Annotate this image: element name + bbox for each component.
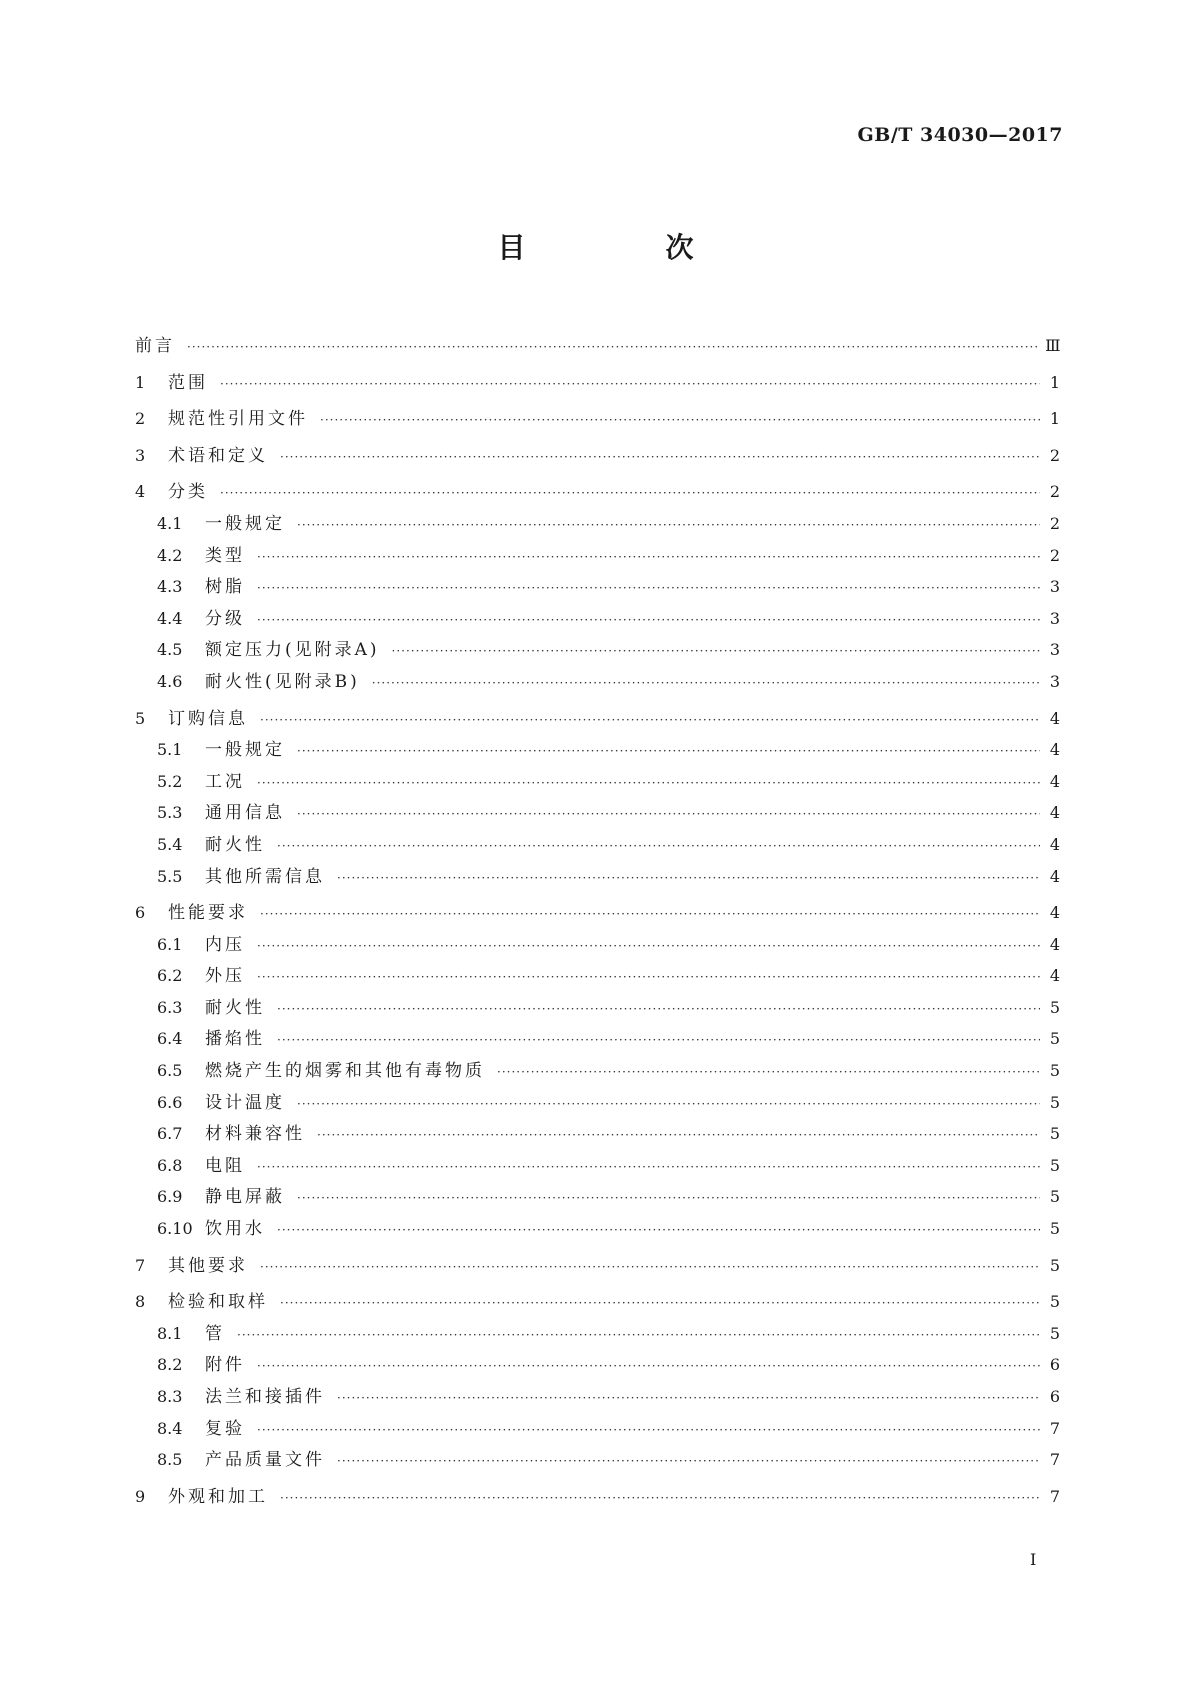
- toc-entry-label: 其他要求: [168, 1255, 248, 1276]
- toc-entry-page: 4: [1049, 740, 1060, 760]
- toc-entry-number: 3: [135, 445, 146, 465]
- toc-entry-number: 4.5: [157, 640, 183, 660]
- toc-entry-page: 4: [1049, 708, 1060, 728]
- toc-entry-page: 5: [1049, 1187, 1060, 1207]
- toc-entry-page: 5: [1049, 997, 1060, 1017]
- toc-entry[interactable]: [135, 829, 1060, 861]
- toc-entry-page: 2: [1049, 545, 1060, 565]
- dot-leader: [297, 1183, 1040, 1215]
- toc-entry-page: 5: [1049, 1092, 1060, 1112]
- dot-leader: [280, 1483, 1040, 1515]
- dot-leader: [257, 931, 1040, 963]
- toc-entry[interactable]: [135, 1181, 1060, 1213]
- dot-leader: [280, 442, 1040, 474]
- toc-entry-page: 3: [1049, 640, 1060, 660]
- toc-entry[interactable]: [135, 666, 1060, 698]
- page-title: 目 次: [497, 231, 750, 264]
- toc-entry-page: 1: [1049, 372, 1060, 392]
- dot-leader: [257, 1152, 1040, 1184]
- toc-entry[interactable]: [135, 403, 1060, 435]
- toc-entry-page: 2: [1049, 513, 1060, 533]
- toc-entry[interactable]: [135, 367, 1060, 399]
- toc-entry-number: 4.2: [157, 545, 183, 565]
- toc-entry-number: 6.10: [157, 1219, 193, 1239]
- toc-entry-label: 检验和取样: [168, 1292, 268, 1313]
- toc-entry[interactable]: [135, 703, 1060, 735]
- toc-entry-number: 5.1: [157, 740, 183, 760]
- toc-entry-page: Ⅲ: [1045, 336, 1061, 355]
- toc-entry-number: 6.2: [157, 966, 183, 986]
- toc-entry-page: 4: [1049, 903, 1060, 923]
- toc-entry-number: 6.1: [157, 934, 183, 954]
- toc-entry-number: 5.2: [157, 771, 183, 791]
- toc-entry-page: 6: [1049, 1355, 1060, 1375]
- toc-entry-number: 6.8: [157, 1155, 183, 1175]
- toc-entry-page: 5: [1049, 1255, 1060, 1275]
- toc-entry-number: 6.9: [157, 1187, 183, 1207]
- toc-entry-label: 一般规定: [205, 740, 285, 761]
- toc-entry[interactable]: [135, 1087, 1060, 1119]
- dot-leader: [257, 1351, 1040, 1383]
- toc-entry-page: 4: [1049, 803, 1060, 823]
- toc-entry-label: 术语和定义: [168, 445, 268, 466]
- toc-entry-label: 外压: [205, 966, 245, 987]
- toc-entry-label: 法兰和接插件: [205, 1387, 325, 1407]
- toc-entry-number: 5: [135, 708, 146, 728]
- toc-entry-page: 4: [1049, 771, 1060, 791]
- toc-entry[interactable]: [135, 1213, 1060, 1245]
- toc-entry-label: 额定压力(见附录A): [205, 640, 380, 661]
- dot-leader: [337, 1446, 1040, 1478]
- toc-entry[interactable]: [135, 330, 1060, 362]
- toc-entry-page: 4: [1049, 934, 1060, 954]
- toc-entry-page: 7: [1049, 1418, 1060, 1438]
- toc-entry-page: 5: [1049, 1124, 1060, 1144]
- toc-entry[interactable]: [135, 1349, 1060, 1381]
- toc-entry-page: 3: [1049, 608, 1060, 628]
- dot-leader: [297, 736, 1040, 768]
- dot-leader: [257, 962, 1040, 994]
- dot-leader: [260, 1252, 1040, 1284]
- toc-entry-label: 性能要求: [168, 903, 248, 924]
- toc-entry-page: 5: [1049, 1219, 1060, 1239]
- toc-entry[interactable]: [135, 1150, 1060, 1182]
- toc-entry-page: 4: [1049, 866, 1060, 886]
- toc-entry[interactable]: [135, 797, 1060, 829]
- toc-entry[interactable]: [135, 1481, 1060, 1513]
- toc-entry-page: 7: [1049, 1450, 1060, 1470]
- toc-entry-label: 耐火性: [205, 834, 265, 855]
- dot-leader: [187, 332, 1039, 364]
- toc-entry-page: 5: [1049, 1155, 1060, 1175]
- toc-entry-page: 6: [1049, 1387, 1060, 1406]
- dot-leader: [257, 768, 1040, 800]
- toc-entry-label: 范围: [168, 372, 208, 393]
- toc-entry[interactable]: [135, 1055, 1060, 1087]
- toc-entry[interactable]: [135, 897, 1060, 929]
- toc-entry-number: 5.4: [157, 834, 183, 854]
- toc-entry-number: 6.5: [157, 1061, 183, 1081]
- toc-entry[interactable]: [135, 929, 1060, 961]
- toc-entry[interactable]: [135, 1444, 1060, 1476]
- toc-entry[interactable]: [135, 1250, 1060, 1282]
- toc-entry-number: 8.2: [157, 1355, 183, 1375]
- toc-entry-number: 6.6: [157, 1092, 183, 1112]
- dot-leader: [317, 1120, 1040, 1152]
- toc-entry-number: 4.3: [157, 577, 183, 597]
- toc-entry-number: 1: [135, 372, 146, 392]
- toc-entry-label: 工况: [205, 771, 245, 792]
- dot-leader: [260, 705, 1040, 737]
- dot-leader: [277, 1215, 1040, 1247]
- toc-entry-label: 一般规定: [205, 513, 285, 534]
- toc-entry[interactable]: [135, 1318, 1060, 1350]
- toc-entry[interactable]: [135, 766, 1060, 798]
- toc-entry-label: 静电屏蔽: [205, 1187, 285, 1208]
- toc-entry[interactable]: [135, 540, 1060, 572]
- toc-entry-label: 分类: [168, 482, 208, 503]
- toc-entry-number: 8.4: [157, 1418, 183, 1438]
- dot-leader: [297, 799, 1040, 831]
- toc-entry-label: 内压: [205, 934, 245, 955]
- toc-entry-label: 规范性引用文件: [168, 409, 308, 430]
- toc-entry-number: 5.3: [157, 803, 183, 823]
- dot-leader: [497, 1057, 1040, 1089]
- toc-entry[interactable]: [135, 1381, 1060, 1413]
- dot-leader: [257, 573, 1040, 605]
- toc-entry-page: 5: [1049, 1292, 1060, 1312]
- toc-entry-page: 3: [1049, 577, 1060, 597]
- dot-leader: [280, 1288, 1040, 1320]
- toc-entry-number: 6: [135, 903, 146, 923]
- toc-entry-number: 5.5: [157, 866, 183, 886]
- toc-entry-page: 5: [1049, 1029, 1060, 1049]
- dot-leader: [320, 405, 1040, 437]
- toc-entry-page: 7: [1049, 1486, 1060, 1506]
- dot-leader: [392, 636, 1040, 668]
- toc-entry-page: 4: [1049, 834, 1060, 854]
- toc-entry-number: 6.4: [157, 1029, 183, 1049]
- toc-entry-label: 燃烧产生的烟雾和其他有毒物质: [205, 1061, 485, 1082]
- toc-entry-page: 5: [1049, 1323, 1060, 1343]
- toc-entry-number: 8.1: [157, 1323, 183, 1343]
- dot-leader: [277, 1025, 1040, 1057]
- toc-entry-number: 4.4: [157, 608, 183, 628]
- toc-entry[interactable]: [135, 1286, 1060, 1318]
- toc-entry[interactable]: [135, 960, 1060, 992]
- toc-entry-label: 耐火性: [205, 997, 265, 1018]
- toc-entry-label: 订购信息: [168, 708, 248, 729]
- toc-entry-label: 通用信息: [205, 803, 285, 824]
- toc-entry-page: 2: [1049, 445, 1060, 465]
- dot-leader: [257, 605, 1040, 637]
- toc-entry-page: 5: [1049, 1061, 1060, 1081]
- toc-entry-label: 播焰性: [205, 1029, 265, 1050]
- toc-entry-page: 2: [1049, 482, 1060, 502]
- toc-entry-page: 3: [1049, 671, 1060, 691]
- toc-entry[interactable]: [135, 1118, 1060, 1150]
- dot-leader: [277, 994, 1040, 1026]
- dot-leader: [260, 899, 1040, 931]
- dot-leader: [372, 668, 1040, 700]
- page-number: I: [1030, 1550, 1037, 1569]
- toc-entry-label: 其他所需信息: [205, 866, 325, 887]
- toc-entry-label: 前言: [135, 336, 175, 356]
- toc-entry-number: 6.3: [157, 997, 183, 1017]
- dot-leader: [257, 1415, 1040, 1447]
- toc-entry-label: 电阻: [205, 1155, 245, 1176]
- toc-entry-number: 8.5: [157, 1450, 183, 1470]
- toc-entry-label: 饮用水: [205, 1219, 265, 1240]
- dot-leader: [237, 1320, 1040, 1352]
- dot-leader: [257, 542, 1040, 574]
- toc-entry-label: 类型: [205, 545, 245, 566]
- toc-entry[interactable]: [135, 734, 1060, 766]
- toc-entry-label: 复验: [205, 1418, 245, 1439]
- toc-entry[interactable]: [135, 476, 1060, 508]
- toc-entry-number: 8.3: [157, 1387, 183, 1406]
- toc-entry-number: 4: [135, 482, 146, 502]
- toc-entry-number: 4.1: [157, 513, 183, 533]
- toc-entry-label: 耐火性(见附录B): [205, 671, 360, 692]
- toc-entry-label: 材料兼容性: [205, 1124, 305, 1145]
- dot-leader: [337, 1383, 1040, 1415]
- toc-entry[interactable]: [135, 603, 1060, 635]
- toc-entry-number: 9: [135, 1486, 146, 1506]
- toc-entry-page: 1: [1049, 409, 1060, 429]
- dot-leader: [337, 863, 1040, 895]
- toc-entry-number: 6.7: [157, 1124, 183, 1144]
- toc-entry[interactable]: [135, 634, 1060, 666]
- toc-entry-label: 附件: [205, 1355, 245, 1376]
- toc-entry[interactable]: [135, 440, 1060, 472]
- toc-entry[interactable]: [135, 571, 1060, 603]
- toc-entry[interactable]: [135, 861, 1060, 893]
- toc-entry-label: 分级: [205, 608, 245, 629]
- standard-code: GB/T 34030—2017: [857, 124, 1063, 146]
- toc-entry[interactable]: [135, 1413, 1060, 1445]
- dot-leader: [277, 831, 1040, 863]
- dot-leader: [220, 369, 1040, 401]
- toc-entry[interactable]: [135, 1023, 1060, 1055]
- toc-entry-label: 产品质量文件: [205, 1450, 325, 1471]
- toc-entry-label: 管: [205, 1323, 225, 1344]
- toc-entry-label: 外观和加工: [168, 1486, 268, 1507]
- toc-entry[interactable]: [135, 992, 1060, 1024]
- toc-entry-number: 4.6: [157, 671, 183, 691]
- toc-entry-label: 树脂: [205, 577, 245, 598]
- toc-entry-number: 8: [135, 1292, 146, 1312]
- dot-leader: [220, 478, 1040, 510]
- table-of-contents: [135, 330, 1060, 1512]
- toc-entry-number: 2: [135, 409, 146, 429]
- toc-entry-page: 4: [1049, 966, 1060, 986]
- dot-leader: [297, 1089, 1040, 1121]
- toc-entry[interactable]: [135, 508, 1060, 540]
- toc-entry-label: 设计温度: [205, 1092, 285, 1113]
- toc-entry-number: 7: [135, 1255, 146, 1275]
- dot-leader: [297, 510, 1040, 542]
